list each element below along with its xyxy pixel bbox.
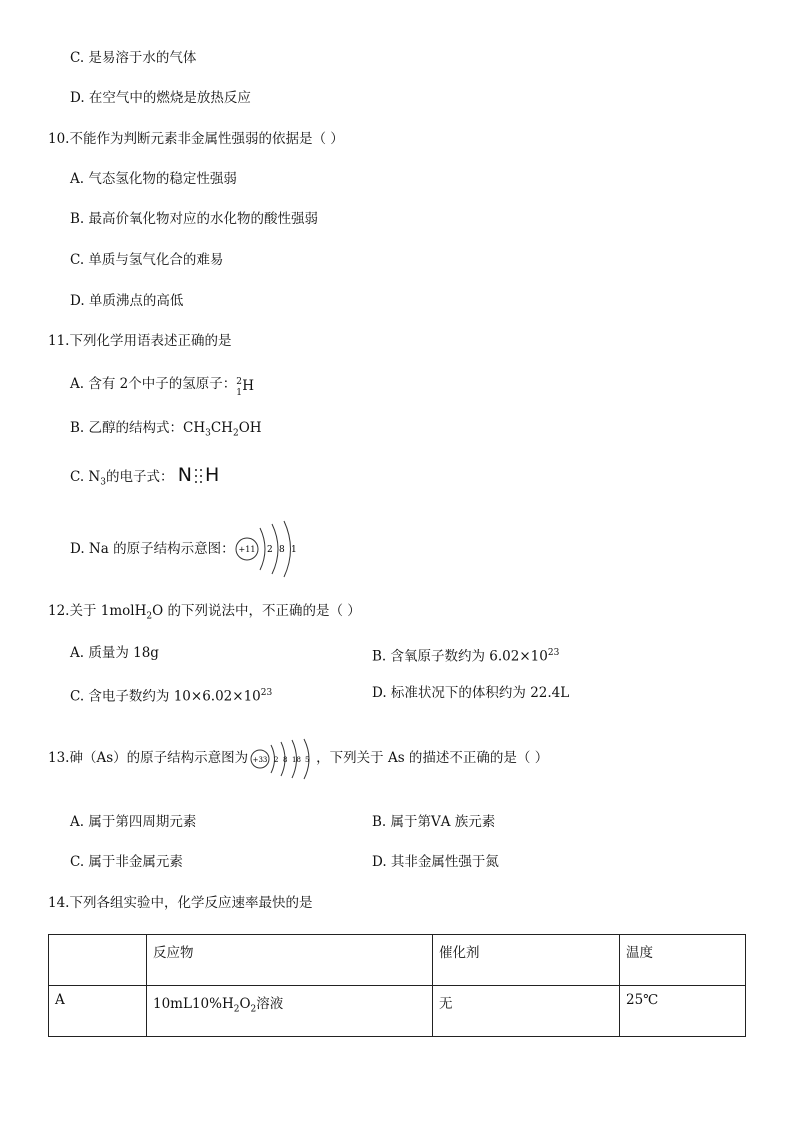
q13-option-c: C. 属于非金属元素 xyxy=(70,854,183,870)
question-14: 14.下列各组实验中，化学反应速率最快的是 xyxy=(48,895,313,911)
q12-option-c xyxy=(70,684,272,706)
q12-text-suffix: O 的下列说法中，不正确的是（ ） xyxy=(152,603,361,619)
q12-option-d: D. 标准状况下的体积约为 22.4L xyxy=(372,685,570,701)
q13-option-b: B. 属于第ⅤA 族元素 xyxy=(372,814,496,830)
atomic-number: 1 xyxy=(236,387,242,398)
subscript: 2 xyxy=(233,1004,240,1015)
reactant-text: 10mL10%H xyxy=(153,996,234,1012)
q11c-text-suffix: 的电子式： xyxy=(105,469,174,485)
question-10: 10.不能作为判断元素非金属性强弱的依据是（ ） xyxy=(48,131,344,147)
table-header-cell xyxy=(49,935,147,986)
nucleus-charge: +11 xyxy=(238,545,256,554)
subscript: 3 xyxy=(205,428,211,439)
q11c-text: C. N xyxy=(70,469,101,485)
table-row xyxy=(49,986,746,1037)
experiment-table xyxy=(48,934,746,1037)
subscript: 2 xyxy=(250,1004,257,1015)
q11-option-a xyxy=(70,375,254,398)
q11b-text: B. 乙醇的结构式：CH xyxy=(70,420,206,436)
na-atomic-structure-diagram xyxy=(234,518,300,578)
subscript: 3 xyxy=(100,477,106,488)
q12-option-a: A. 质量为 18g xyxy=(70,645,159,661)
as-atomic-structure-diagram xyxy=(248,737,316,781)
shell-electrons-1: 2 xyxy=(267,545,273,555)
subscript: 2 xyxy=(232,428,239,439)
q11-option-b xyxy=(70,419,262,443)
reactant-text-suffix: 溶液 xyxy=(256,996,284,1012)
q12c-text: C. 含电子数约为 10×6.02×10 xyxy=(70,688,261,705)
shell-electrons-3: 18 xyxy=(292,756,301,764)
table-header-row xyxy=(49,935,746,986)
q10-option-d: D. 单质沸点的高低 xyxy=(70,293,184,309)
q12-option-b xyxy=(372,644,559,666)
lewis-n: N xyxy=(177,464,193,486)
table-header-cell: 温度 xyxy=(620,935,746,986)
q9-option-c: C. 是易溶于水的气体 xyxy=(70,50,197,66)
superscript: 23 xyxy=(547,648,560,658)
electron-shell-arc xyxy=(272,524,278,574)
question-12 xyxy=(48,602,361,626)
table-header-cell: 催化剂 xyxy=(433,935,620,986)
mass-number: 2 xyxy=(236,376,242,387)
q11-option-c xyxy=(70,466,220,492)
q11-option-d xyxy=(70,540,235,558)
hydrogen-isotope-notation xyxy=(236,376,254,398)
lewis-structure xyxy=(178,464,221,486)
q9-option-d: D. 在空气中的燃烧是放热反应 xyxy=(70,90,251,106)
table-header-cell: 反应物 xyxy=(147,935,433,986)
table-cell-temperature: 25℃ xyxy=(620,986,746,1037)
q10-option-a: A. 气态氢化物的稳定性强弱 xyxy=(70,171,237,187)
q11a-text: A. 含有 2个中子的氢原子： xyxy=(70,376,237,392)
subscript: 2 xyxy=(146,611,153,622)
shell-electrons-2: 8 xyxy=(283,756,288,764)
reactant-text-mid: O xyxy=(239,996,251,1012)
lewis-h: H xyxy=(205,464,221,486)
shell-electrons-3: 1 xyxy=(291,545,297,555)
shell-electrons-2: 8 xyxy=(279,545,285,555)
electron-shell-arc xyxy=(284,521,291,577)
q10-option-b: B. 最高价氧化物对应的水化物的酸性强弱 xyxy=(70,211,319,227)
table-cell-label: A xyxy=(49,986,147,1037)
q13-option-d: D. 其非金属性强于氮 xyxy=(372,854,499,870)
shell-electrons-4: 5 xyxy=(305,756,310,764)
q13-option-a: A. 属于第四周期元素 xyxy=(70,814,197,830)
electron-shell-arc xyxy=(260,528,265,570)
table-cell-catalyst: 无 xyxy=(433,986,620,1037)
electron-dots xyxy=(193,467,205,485)
q11b-text-end: OH xyxy=(238,420,262,436)
nucleus-charge: +33 xyxy=(252,756,268,764)
q12b-text: B. 含氧原子数约为 6.02×10 xyxy=(372,648,548,665)
question-11: 11.下列化学用语表述正确的是 xyxy=(48,333,232,349)
element-symbol: H xyxy=(242,377,254,394)
q13-text-suffix: ，下列关于 As 的描述不正确的是（ ） xyxy=(316,750,549,766)
q13-text: 13.砷（As）的原子结构示意图为 xyxy=(48,750,249,766)
table-cell-reactant xyxy=(147,986,433,1037)
superscript: 23 xyxy=(260,688,273,698)
q11d-text: D. Na 的原子结构示意图： xyxy=(70,541,235,557)
q11b-text-mid: CH xyxy=(210,420,233,436)
q12-text: 12.关于 1molH xyxy=(48,603,147,619)
q10-option-c: C. 单质与氢气化合的难易 xyxy=(70,252,224,268)
shell-electrons-1: 2 xyxy=(274,756,279,764)
